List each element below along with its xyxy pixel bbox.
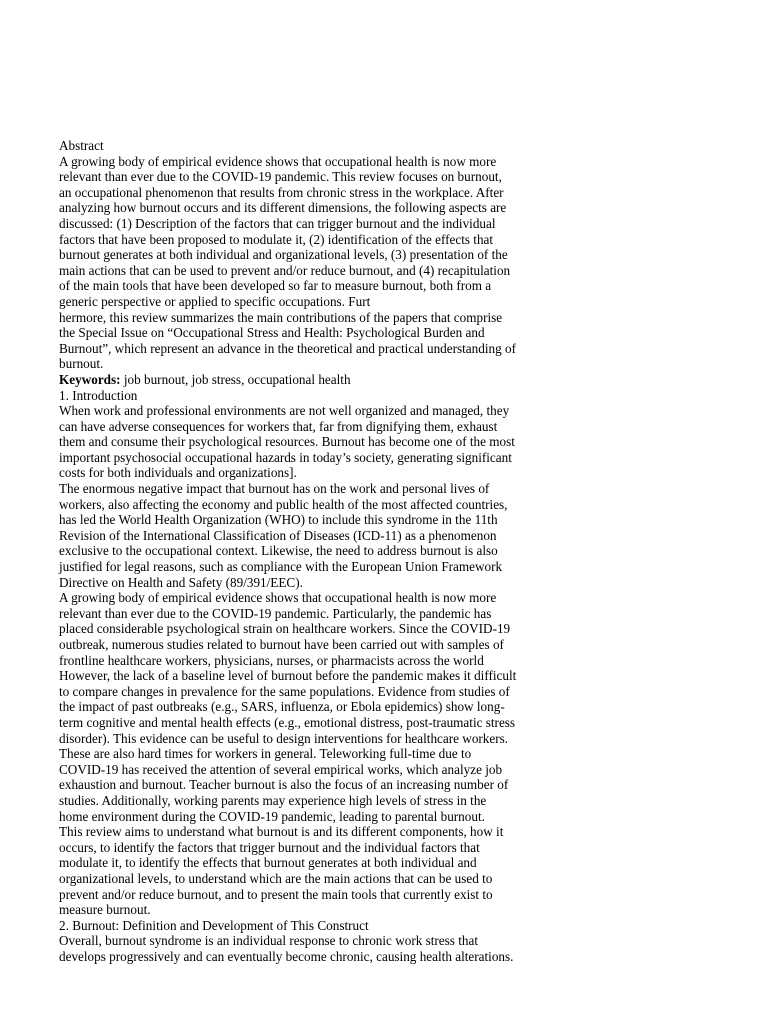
abstract-line: the Special Issue on “Occupational Stress and Health: Psychological Burden and [59, 325, 485, 341]
paragraph-line: exclusive to the occupational context. Likewise, the need to address burnout is also [59, 543, 498, 559]
paragraph-line: Directive on Health and Safety (89/391/EEC). [59, 574, 303, 590]
paragraph-line: them and consume their psychological resources. Burnout has become one of the most [59, 434, 515, 450]
paragraph-line: outbreak, numerous studies related to burnout have been carried out with samples of [59, 637, 504, 652]
abstract-heading: Abstract [59, 138, 104, 153]
abstract-line: Burnout”, which represent an advance in the theoretical and practical understanding of [59, 340, 516, 356]
paragraph-line: costs for both individuals and organizations]. [59, 465, 297, 481]
paragraph-line: disorder). This evidence can be useful to design interventions for healthcare workers. [59, 730, 509, 746]
intro-paragraph-1 [59, 403, 565, 481]
intro-paragraph-3 [59, 590, 565, 746]
paragraph-line: This review aims to understand what burnout is and its different components, how it [59, 824, 504, 840]
abstract-line: of the main tools that have been developed so far to measure burnout, both from a [59, 278, 492, 294]
paragraph-line: organizational levels, to understand which are the main actions that can be used to [59, 870, 493, 886]
paragraph-line: has led the World Health Organization (WHO) to include this syndrome in the 11th [59, 512, 498, 528]
paragraph-line: term cognitive and mental health effects (e.g., emotional distress, post-traumatic stress [59, 714, 516, 730]
abstract-line: discussed: (1) Description of the factors that can trigger burnout and the individual [59, 215, 496, 231]
paragraph-line: can have adverse consequences for workers that, far from dignifying them, exhaust [59, 418, 498, 434]
paragraph-line: frontline healthcare workers, physicians, nurses, or pharmacists across the world [59, 652, 484, 668]
section2-paragraph-1 [59, 933, 565, 964]
paragraph-line: prevent and/or reduce burnout, and to present the main tools that currently exist to [59, 886, 493, 902]
abstract-line: main actions that can be used to prevent and/or reduce burnout, and (4) recapitulation [59, 262, 511, 278]
paragraph-line: important psychosocial occupational hazards in today’s society, generating significant [59, 449, 512, 465]
abstract-line: burnout. [59, 356, 104, 372]
paragraph-line: exhaustion and burnout. Teacher burnout is also the focus of an increasing number of [59, 777, 509, 793]
abstract-line: analyzing how burnout occurs and its different dimensions, the following aspects are [59, 200, 507, 216]
abstract-line: generic perspective or applied to specific occupations. Furt [59, 293, 371, 309]
abstract-line: an occupational phenomenon that results from chronic stress in the workplace. After [59, 184, 504, 200]
abstract-line: factors that have been proposed to modulate it, (2) identification of the effects that [59, 231, 494, 247]
section-heading-burnout-definition: 2. Burnout: Definition and Development of This Construct [59, 917, 369, 933]
paragraph-line: However, the lack of a baseline level of burnout before the pandemic makes it difficult [59, 668, 517, 684]
abstract-paragraph [59, 154, 565, 372]
paragraph-line: the impact of past outbreaks (e.g., SARS, influenza, or Ebola epidemics) show long- [59, 699, 505, 715]
paragraph-line: home environment during the COVID-19 pandemic, leading to parental burnout. [59, 808, 485, 824]
keywords-text: job burnout, job stress, occupational health [120, 371, 351, 387]
paragraph-line: placed considerable psychological strain on healthcare workers. Since the COVID-19 [59, 621, 511, 637]
paragraph-line: justified for legal reasons, such as compliance with the European Union Framework [59, 559, 503, 575]
intro-paragraph-4 [59, 746, 565, 824]
intro-paragraph-2 [59, 481, 565, 590]
abstract-line: A growing body of empirical evidence shows that occupational health is now more [59, 153, 497, 169]
abstract-line: relevant than ever due to the COVID-19 pandemic. This review focuses on burnout, [59, 169, 502, 185]
paragraph-line: workers, also affecting the economy and public health of the most affected countries, [59, 496, 508, 512]
keywords-label: Keywords: [59, 371, 121, 387]
paragraph-line: Revision of the International Classification of Diseases (ICD-11) as a phenomenon [59, 527, 497, 543]
paragraph-line: occurs, to identify the factors that trigger burnout and the individual factors that [59, 839, 480, 855]
paragraph-line: modulate it, to identify the effects that burnout generates at both individual and [59, 855, 477, 871]
paragraph-line: studies. Additionally, working parents may experience high levels of stress in the [59, 792, 487, 808]
paragraph-line: measure burnout. [59, 902, 151, 918]
keywords-line [59, 372, 565, 388]
section-heading-introduction: 1. Introduction [59, 387, 138, 403]
paragraph-line: relevant than ever due to the COVID-19 pandemic. Particularly, the pandemic has [59, 605, 492, 621]
paragraph-line: to compare changes in prevalence for the same populations. Evidence from studies of [59, 683, 510, 699]
paragraph-line: The enormous negative impact that burnout has on the work and personal lives of [59, 481, 490, 497]
paragraph-line: COVID-19 has received the attention of several empirical works, which analyze job [59, 761, 503, 777]
intro-paragraph-5 [59, 824, 565, 918]
paragraph-line: When work and professional environments are not well organized and managed, they [59, 403, 510, 419]
paragraph-line: A growing body of empirical evidence shows that occupational health is now more [59, 590, 497, 606]
abstract-line: hermore, this review summarizes the main contributions of the papers that comprise [59, 309, 503, 325]
paragraph-line: develops progressively and can eventually become chronic, causing health alterations. [59, 948, 514, 964]
paragraph-line: Overall, burnout syndrome is an individual response to chronic work stress that [59, 933, 478, 949]
abstract-line: burnout generates at both individual and organizational levels, (3) presentation of the [59, 247, 508, 263]
paragraph-line: These are also hard times for workers in general. Teleworking full-time due to [59, 746, 472, 762]
document-body [59, 138, 565, 964]
